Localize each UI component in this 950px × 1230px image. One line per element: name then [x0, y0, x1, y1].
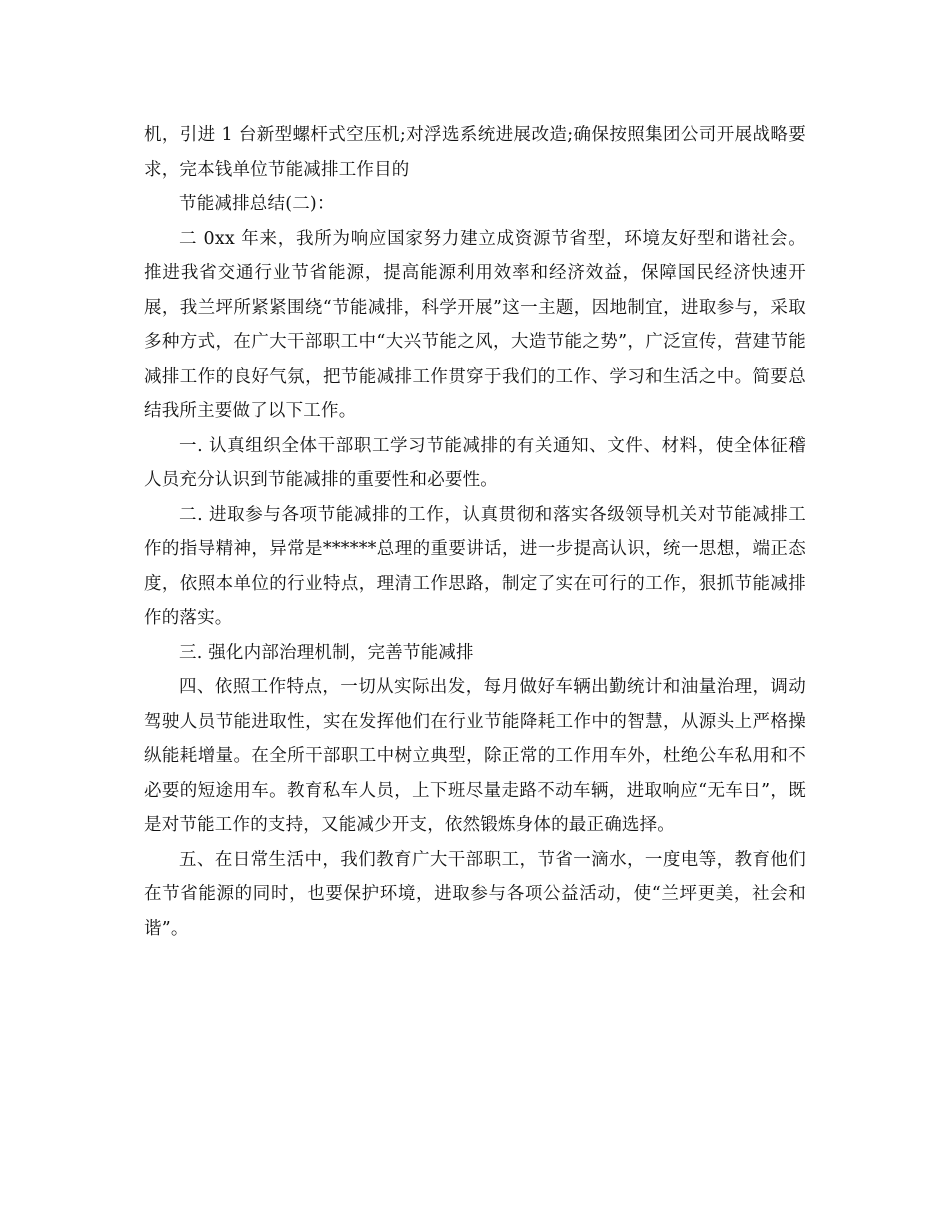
paragraph-item-4: 四、依照工作特点，一切从实际出发，每月做好车辆出勤统计和油量治理，调动驾驶人员节能进取性，实在发挥他们在行业节能降耗工作中的智慧，从源头上严格操纵能耗增量。在全所干部职工中树立典型，除正常的工作用车外，杜绝公车私用和不必要的短途用车。教育私车人员，上下班尽量走路不动车辆，进取响应“无车日”，既是对节能工作的支持，又能减少开支，依然锻炼身体的最正确选择。: [144, 677, 806, 835]
paragraph-item-5: 五、在日常生活中，我们教育广大干部职工，节省一滴水，一度电等，教育他们在节省能源的同时，也要保护环境，进取参与各项公益活动，使“兰坪更美，社会和谐”。: [144, 849, 806, 939]
paragraph-item-2: 二. 进取参与各项节能减排的工作，认真贯彻和落实各级领导机关对节能减排工作的指导精神，异常是******总理的重要讲话，进一步提高认识，统一思想，端正态度，依照本单位的行业特点，理清工作思路，制定了实在可行的工作，狠抓节能减排作的落实。: [144, 504, 806, 628]
document-body: [144, 118, 806, 946]
paragraph-1: 机，引进 1 台新型螺杆式空压机;对浮选系统进展改造;确保按照集团公司开展战略要求，完本钱单位节能减排工作目的: [144, 125, 806, 180]
paragraph-intro: 二 0xx 年来，我所为响应国家努力建立成资源节省型，环境友好型和谐社会。推进我省交通行业节省能源，提高能源利用效率和经济效益，保障国民经济快速开展，我兰坪所紧紧围绕“节能减排，科学开展”这一主题，因地制宜，进取参与，采取多种方式，在广大干部职工中“大兴节能之风，大造节能之势”，广泛宣传，营建节能减排工作的良好气氛，把节能减排工作贯穿于我们的工作、学习和生活之中。简要总结我所主要做了以下工作。: [144, 228, 806, 421]
paragraph-item-3: 三. 强化内部治理机制，完善节能减排: [179, 642, 474, 663]
section-heading: 节能减排总结(二)：: [179, 194, 335, 214]
paragraph-item-1: 一. 认真组织全体干部职工学习节能减排的有关通知、文件、材料，使全体征稽人员充分认识到节能减排的重要性和必要性。: [144, 435, 806, 490]
